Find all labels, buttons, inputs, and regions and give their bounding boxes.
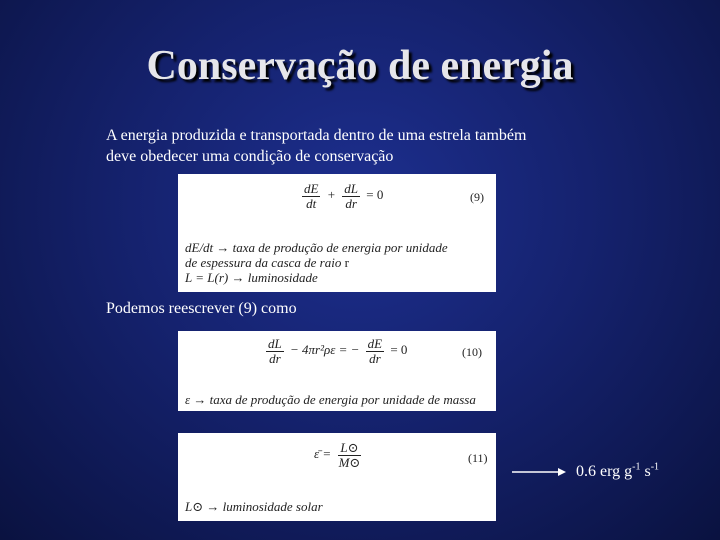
eq10-dL-dr-fraction: $\frac{dL}{dr}$	[268, 336, 282, 366]
eq10-definition-1: ε → taxa de produção de energia por unidade de massa	[185, 392, 476, 407]
rewrite-text: Podemos reescrever (9) como	[106, 300, 297, 317]
equation-11-box	[178, 433, 496, 521]
result-value: 0.6 erg $g^{-1}$ $s^{-1}$	[576, 461, 660, 480]
intro-text-line-2: deve obedecer uma condição de conservação	[106, 148, 394, 165]
eq9-definition-2: de espessura da casca de raio r	[185, 255, 349, 270]
eq11-luminosity-mass-fraction: $\frac{L⊙}{M⊙}$	[338, 440, 361, 470]
eq9-definition-3: L = L(r) → luminosidade	[185, 270, 318, 285]
equation-10: $\frac{dL}{dr}$ − 4πr²ρε = − $\frac{dE}{dr}$ = 0	[268, 336, 408, 366]
right-arrow-icon	[512, 465, 566, 479]
eq11-definition-1: L⊙ → luminosidade solar	[185, 499, 323, 514]
eq9-definition-1: dE/dt → taxa de produção de energia por unidade	[185, 240, 448, 255]
eq9-dL-dr-fraction: $\frac{dL}{dr}$	[344, 181, 359, 211]
slide-title: Conservação de energia	[146, 43, 574, 89]
equation-9-box	[178, 174, 496, 292]
equation-9: $\frac{dE}{dt}$ + $\frac{dL}{dr}$ = 0	[304, 181, 384, 211]
equation-9-number: (9)	[470, 190, 484, 204]
eq10-dE-dr-fraction: $\frac{dE}{dr}$	[367, 336, 383, 366]
equation-11-number: (11)	[468, 451, 488, 465]
equation-10-number: (10)	[462, 345, 482, 359]
intro-text-line-1: A energia produzida e transportada dentro de uma estrela também	[106, 127, 527, 144]
equation-11: ε̄ = $\frac{L⊙}{M⊙}$	[314, 440, 361, 470]
equation-10-box	[178, 331, 496, 411]
eq9-dE-dt-fraction: $\frac{dE}{dt}$	[304, 181, 319, 211]
